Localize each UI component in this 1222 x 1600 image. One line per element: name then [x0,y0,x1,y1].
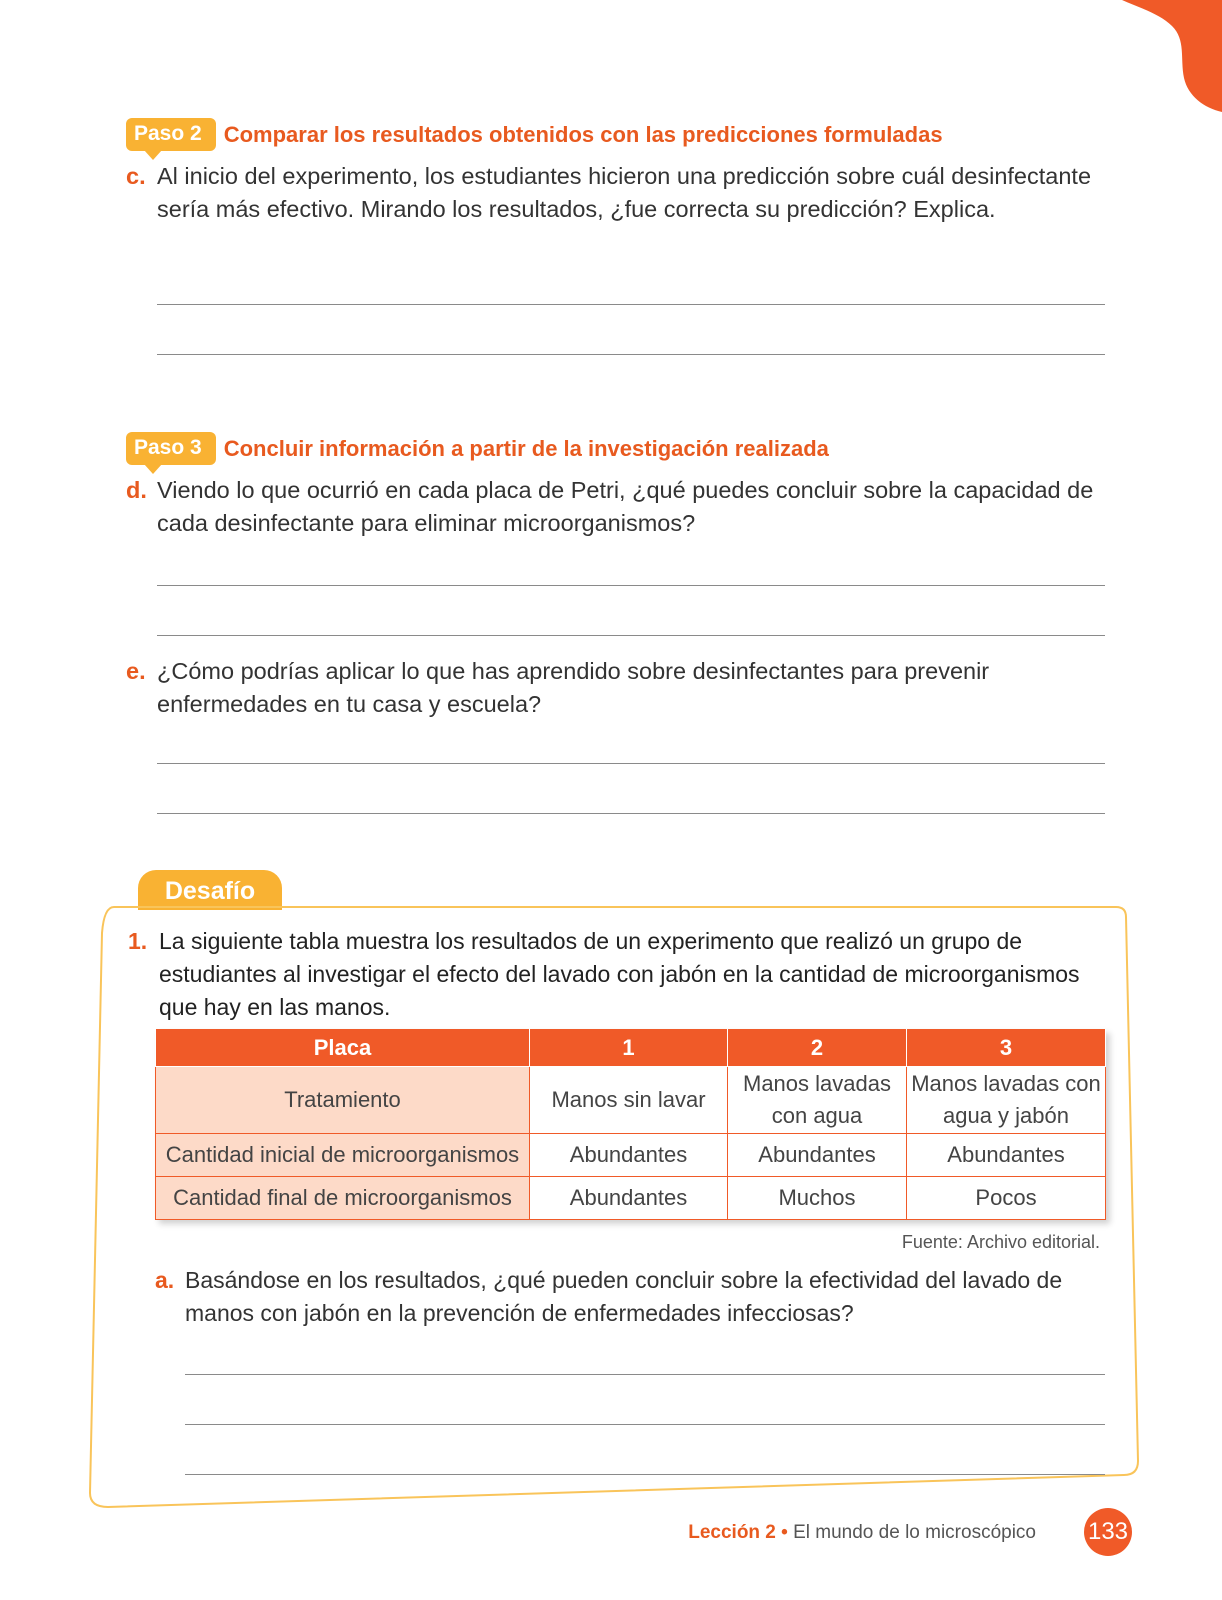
sub-question-text: Basándose en los resultados, ¿qué pueden concluir sobre la efectividad del lavado de manos con jabón en la prevención de enfermedades infecciosas? [185,1267,1063,1326]
table-header-row [156,1029,1106,1067]
question-d-text: Viendo lo que ocurrió en cada placa de Petri, ¿qué puedes concluir sobre la capacidad de cada desinfectante para eliminar microorganismos? [157,477,1094,536]
step-3-tag: Paso 3 [126,432,216,465]
results-table [155,1029,1106,1220]
desafio-text: La siguiente tabla muestra los resultados de un experimento que realizó un grupo de estudiantes al investigar el efecto del lavado con jabón en la cantidad de microorganismos que hay en las manos. [159,928,1080,1020]
question-c-text: Al inicio del experimento, los estudiantes hicieron una predicción sobre cuál desinfectante sería más efectivo. Mirando los resultados, ¿fue correcta su predicción? Explica. [157,163,1092,222]
step-2-tag: Paso 2 [126,118,216,151]
step-2-title: Comparar los resultados obtenidos con las predicciones formuladas [223,121,943,147]
table-header-cell: 3 [907,1029,1106,1067]
question-e-text: ¿Cómo podrías aplicar lo que has aprendido sobre desinfectantes para prevenir enfermedades en tu casa y escuela? [157,658,990,717]
table-cell: Abundantes [530,1134,728,1177]
table-cell: Pocos [907,1177,1106,1220]
question-c-letter: c. [126,163,146,189]
answer-line[interactable] [157,585,1105,586]
step-3-header [126,432,829,465]
table-cell: Abundantes [530,1177,728,1220]
answer-line[interactable] [157,304,1105,305]
answer-line[interactable] [185,1474,1105,1475]
table-row-label: Tratamiento [156,1067,530,1134]
page-number: 133 [1084,1508,1132,1556]
step-3-title: Concluir información a partir de la investigación realizada [223,435,829,461]
table-row-label: Cantidad final de microorganismos [156,1177,530,1220]
table-row [156,1134,1106,1177]
answer-line[interactable] [157,635,1105,636]
table-cell: Abundantes [728,1134,907,1177]
table-header-cell: 1 [530,1029,728,1067]
table-row [156,1177,1106,1220]
table-cell: Manos sin lavar [530,1067,728,1134]
answer-line[interactable] [185,1374,1105,1375]
table-cell: Manos lavadas con agua y jabón [907,1067,1106,1134]
table-row-label: Cantidad inicial de microorganismos [156,1134,530,1177]
footer-separator: • [775,1522,794,1543]
sub-question-letter: a. [155,1267,175,1293]
table-header-cell: Placa [156,1029,530,1067]
table-cell: Muchos [728,1177,907,1220]
question-d [126,474,1116,540]
desafio-tab: Desafío [138,870,282,910]
table-cell: Manos lavadas con agua [728,1067,907,1134]
table-header-cell: 2 [728,1029,907,1067]
desafio-number: 1. [128,928,148,954]
corner-decoration [1122,0,1222,115]
question-e [126,655,1116,721]
question-c [126,160,1116,226]
table-row [156,1067,1106,1134]
desafio-sub-question [155,1264,1105,1330]
answer-line[interactable] [157,354,1105,355]
page-footer [688,1522,1036,1544]
answer-line[interactable] [157,813,1105,814]
footer-topic: El mundo de lo microscópico [793,1522,1036,1543]
question-e-letter: e. [126,658,146,684]
footer-lesson: Lección 2 [688,1522,776,1543]
question-d-letter: d. [126,477,147,503]
step-2-header [126,118,943,151]
answer-line[interactable] [157,763,1105,764]
desafio-question [128,925,1088,1024]
table-cell: Abundantes [907,1134,1106,1177]
table-source: Fuente: Archivo editorial. [901,1232,1100,1252]
answer-line[interactable] [185,1424,1105,1425]
